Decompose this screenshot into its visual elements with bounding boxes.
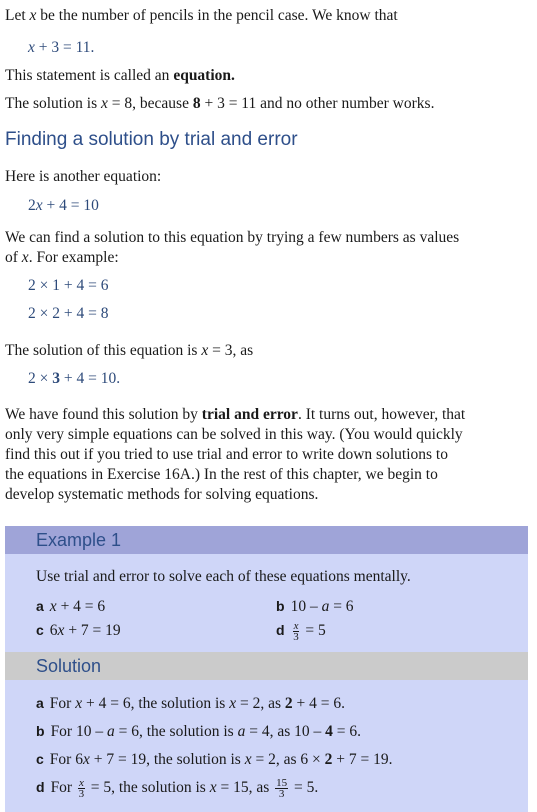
section-para-2-line-1: We can find a solution to this equation by trying a few numbers as values: [5, 229, 460, 246]
solution-d: d For $\frac{x}{3}$ = 5, the solution is x = 15, as $\frac{15}{3}$ = 5.: [36, 776, 319, 800]
solution-check: 2 × 3 + 4 = 10.: [28, 370, 121, 387]
section-para-1: Here is another equation:: [5, 168, 162, 185]
example-title: Example 1: [36, 530, 122, 550]
example-header: [5, 526, 528, 554]
example-box: [5, 526, 528, 812]
section-para-4-line-3: find this out if you tried to use trial and error to write down solutions to: [5, 446, 448, 463]
equation-2x: 2x + 4 = 10: [28, 197, 99, 214]
solution-b: b For 10 – a = 6, the solution is a = 4, as 10 – 4 = 6.: [36, 723, 361, 740]
equation-pencils: x + 3 = 11.: [28, 39, 95, 56]
question-a: a x + 4 = 6: [36, 598, 106, 615]
solution-header: [5, 652, 528, 680]
section-para-4-line-2: only very simple equations can be solved in this way. (You would quickly: [5, 426, 463, 443]
section-para-4-line-1: We have found this solution by trial and error. It turns out, however, that: [5, 406, 466, 423]
fraction-x-over-3: $\frac{x}{3}$: [78, 776, 85, 800]
example-prompt: Use trial and error to solve each of these equations mentally.: [36, 568, 411, 585]
solution-c: c For 6x + 7 = 19, the solution is x = 2, as 6 × 2 + 7 = 19.: [36, 751, 393, 768]
solution-title: Solution: [36, 656, 102, 676]
trial-2: 2 × 2 + 4 = 8: [28, 305, 109, 322]
intro-line-1: Let x be the number of pencils in the pencil case. We know that: [5, 7, 398, 24]
intro-line-3: The solution is x = 8, because 8 + 3 = 11 and no other number works.: [5, 95, 435, 112]
section-para-4-line-5: develop systematic methods for solving equations.: [5, 486, 319, 503]
question-b: b 10 – a = 6: [276, 598, 354, 615]
fraction-15-over-3: $\frac{15}{3}$: [276, 776, 288, 800]
section-para-2-line-2: of x. For example:: [5, 249, 119, 266]
section-para-3: The solution of this equation is x = 3, as: [5, 342, 254, 359]
fraction-x-over-3: $\frac{x}{3}$: [293, 619, 299, 643]
section-heading: Finding a solution by trial and error: [5, 129, 298, 150]
question-d: d $\frac{x}{3}$ = 5: [276, 619, 326, 643]
question-c: c 6x + 7 = 19: [36, 622, 121, 639]
intro-line-2: This statement is called an equation.: [5, 67, 235, 84]
section-para-4-line-4: the equations in Exercise 16A.) In the rest of this chapter, we begin to: [5, 466, 438, 483]
solution-a: a For x + 4 = 6, the solution is x = 2, as 2 + 4 = 6.: [36, 695, 345, 712]
trial-1: 2 × 1 + 4 = 6: [28, 277, 109, 294]
